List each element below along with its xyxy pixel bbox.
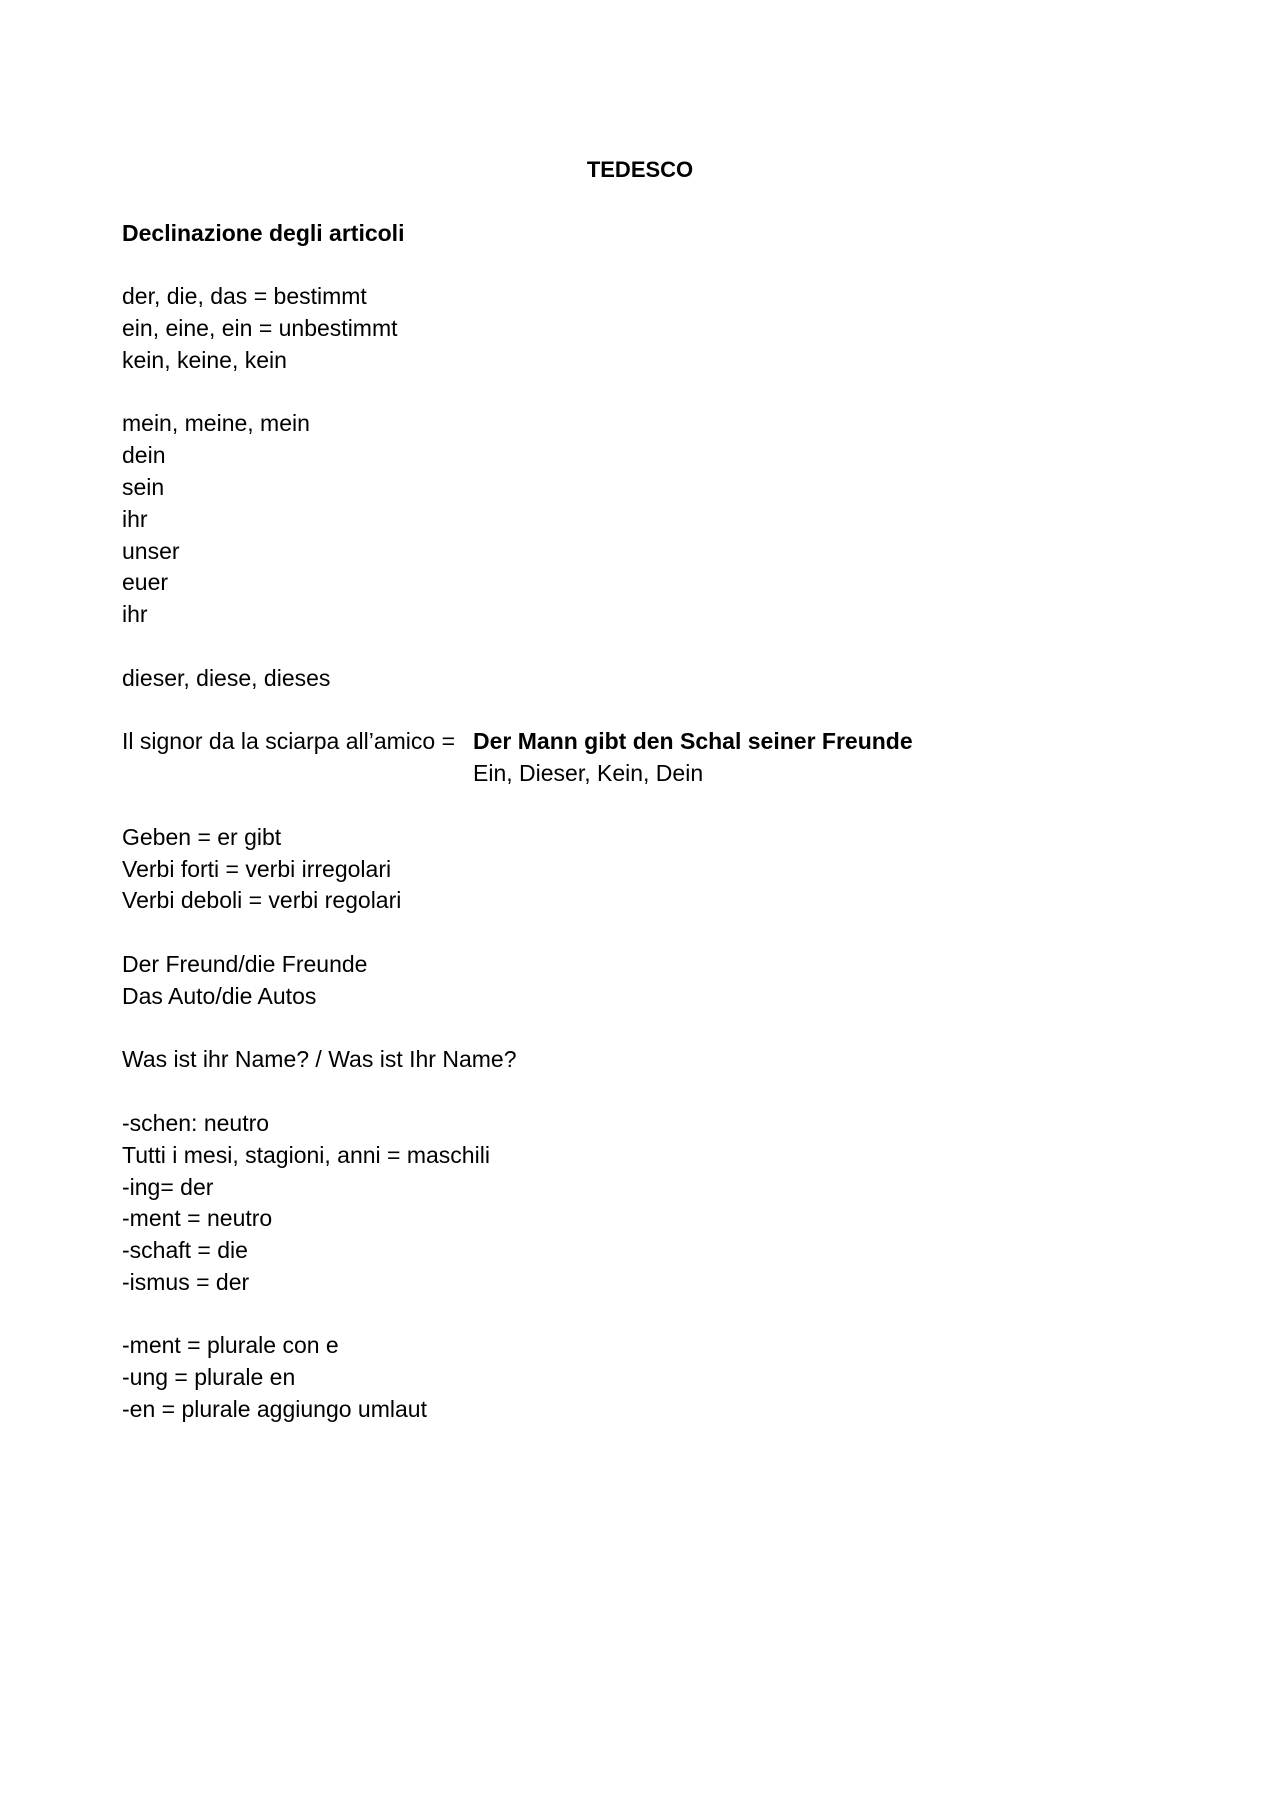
text-line: mein, meine, mein (122, 410, 310, 437)
articles-group (122, 281, 1172, 376)
text-line: Der Freund/die Freunde (122, 950, 368, 977)
spacer (122, 377, 1172, 409)
gender-suffixes-group (122, 1108, 1172, 1299)
empty-cell (122, 758, 473, 790)
text-line: Was ist ihr Name? / Was ist Ihr Name? (122, 1046, 517, 1073)
text-line: Verbi deboli = verbi regolari (122, 887, 402, 914)
spacer (122, 186, 1172, 218)
text-line: Das Auto/die Autos (122, 982, 317, 1009)
spacer (122, 1076, 1172, 1108)
spacer (122, 1013, 1172, 1045)
text-line: kein, keine, kein (122, 346, 287, 373)
text-line: -en = plurale aggiungo umlaut (122, 1396, 427, 1423)
example-alternatives-row (122, 758, 1172, 790)
possessives-group (122, 408, 1172, 631)
article-alternatives: Ein, Dieser, Kein, Dein (473, 760, 704, 787)
plural-suffixes-group (122, 1330, 1172, 1425)
text-line: -ing= der (122, 1173, 214, 1200)
text-line: -schen: neutro (122, 1109, 270, 1136)
document-body (122, 154, 1172, 1426)
plurals-group (122, 949, 1172, 1013)
question-group (122, 1044, 1172, 1076)
spacer (122, 631, 1172, 663)
text-line: sein (122, 473, 165, 500)
spacer (122, 695, 1172, 727)
text-line: dieser, diese, dieses (122, 664, 331, 691)
example-row (122, 726, 1172, 758)
demonstratives-group (122, 663, 1172, 695)
text-line: ein, eine, ein = unbestimmt (122, 314, 398, 341)
spacer (122, 1299, 1172, 1331)
text-line: -schaft = die (122, 1237, 248, 1264)
text-line: der, die, das = bestimmt (122, 283, 367, 310)
example-sentence (122, 726, 1172, 790)
text-line: -ung = plurale en (122, 1364, 296, 1391)
text-line: Verbi forti = verbi irregolari (122, 855, 392, 882)
text-line: -ment = neutro (122, 1205, 273, 1232)
text-line: Geben = er gibt (122, 823, 282, 850)
spacer (122, 917, 1172, 949)
document-title: TEDESCO (586, 157, 694, 182)
text-line: Tutti i mesi, stagioni, anni = maschili (122, 1141, 490, 1168)
section-heading: Declinazione degli articoli (122, 219, 405, 246)
text-line: ihr (122, 601, 148, 628)
spacer (122, 249, 1172, 281)
spacer (122, 790, 1172, 822)
text-line: unser (122, 537, 180, 564)
verbs-group (122, 822, 1172, 917)
text-line: euer (122, 569, 169, 596)
text-line: dein (122, 442, 166, 469)
text-line: ihr (122, 505, 148, 532)
text-line: -ment = plurale con e (122, 1332, 339, 1359)
text-line: -ismus = der (122, 1268, 250, 1295)
italian-sentence: Il signor da la sciarpa all’amico = (122, 728, 456, 755)
german-sentence: Der Mann gibt den Schal seiner Freunde (473, 728, 913, 755)
